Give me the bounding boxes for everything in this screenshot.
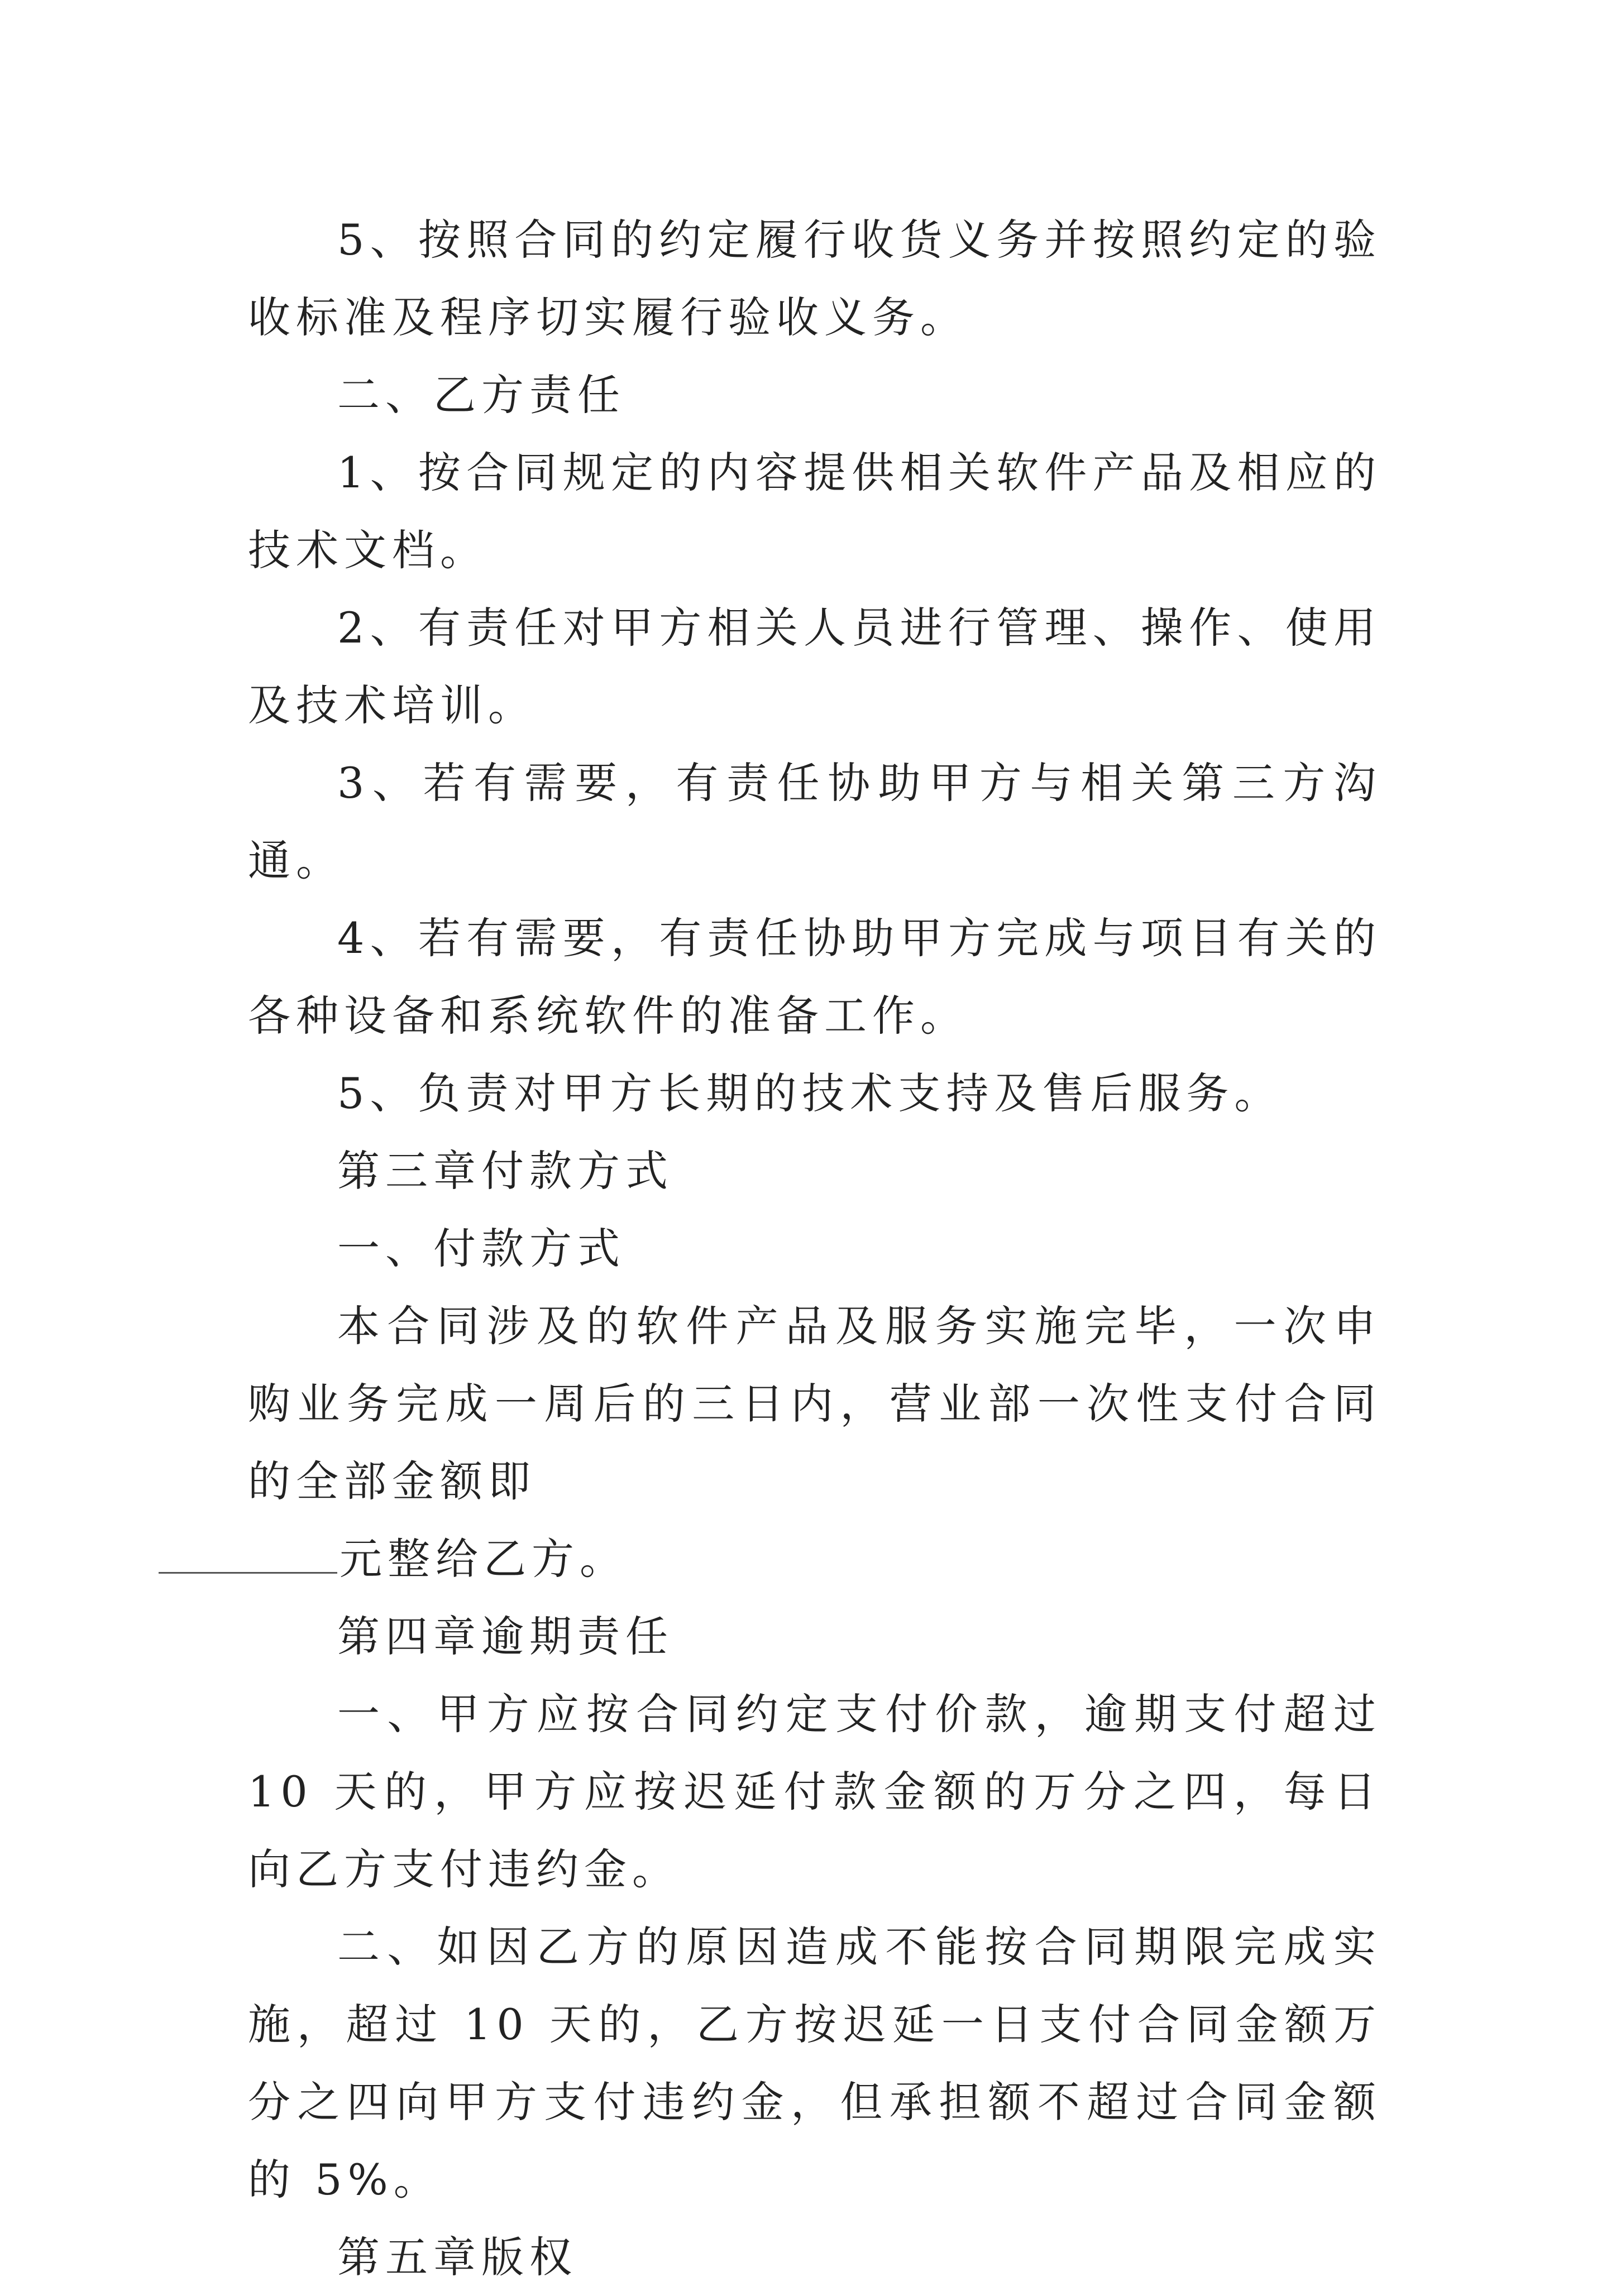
- paragraph-party-b-duty-2: 2、有责任对甲方相关人员进行管理、操作、使用及技术培训。: [248, 603, 1381, 730]
- paragraph-party-b-duty-4: 4、若有需要，有责任协助甲方完成与项目有关的各种设备和系统软件的准备工作。: [248, 913, 1381, 1041]
- document-body: [248, 201, 1381, 2296]
- paragraph-party-b-duty-1: 1、按合同规定的内容提供相关软件产品及相应的技术文档。: [248, 448, 1381, 575]
- paragraph-party-b-duty-3: 3、若有需要，有责任协助甲方与相关第三方沟通。: [248, 758, 1381, 885]
- section-heading-party-b-duties: 二、乙方责任: [337, 370, 625, 420]
- chapter-heading-copyright: 第五章版权: [337, 2232, 577, 2282]
- amount-blank-line: [159, 1527, 337, 1574]
- paragraph-payment-terms: [248, 1287, 1381, 1598]
- paragraph-overdue-party-a: 一、甲方应按合同约定支付价款，逾期支付超过 10 天的，甲方应按迟延付款金额的万分之四，每日向乙方支付违约金。: [248, 1689, 1381, 1894]
- chapter-heading-payment: 第三章付款方式: [337, 1146, 673, 1196]
- paragraph-overdue-party-b: 二、如因乙方的原因造成不能按合同期限完成实施，超过 10 天的，乙方按迟延一日支付合同金额万分之四向甲方支付违约金，但承担额不超过合同金额的 5%。: [248, 1922, 1381, 2204]
- paragraph-buyer-duty-5: 5、按照合同的约定履行收货义务并按照约定的验收标准及程序切实履行验收义务。: [248, 215, 1381, 342]
- paragraph-party-b-duty-5: 5、负责对甲方长期的技术支持及售后服务。: [337, 1068, 1283, 1118]
- payment-terms-text: 本合同涉及的软件产品及服务实施完毕，一次申购业务完成一周后的三日内，营业部一次性支付合同的全部金额即: [248, 1301, 1381, 1506]
- payment-terms-tail: 元整给乙方。: [340, 1534, 628, 1584]
- section-heading-payment-method: 一、付款方式: [337, 1224, 625, 1273]
- chapter-heading-overdue: 第四章逾期责任: [337, 1612, 673, 1661]
